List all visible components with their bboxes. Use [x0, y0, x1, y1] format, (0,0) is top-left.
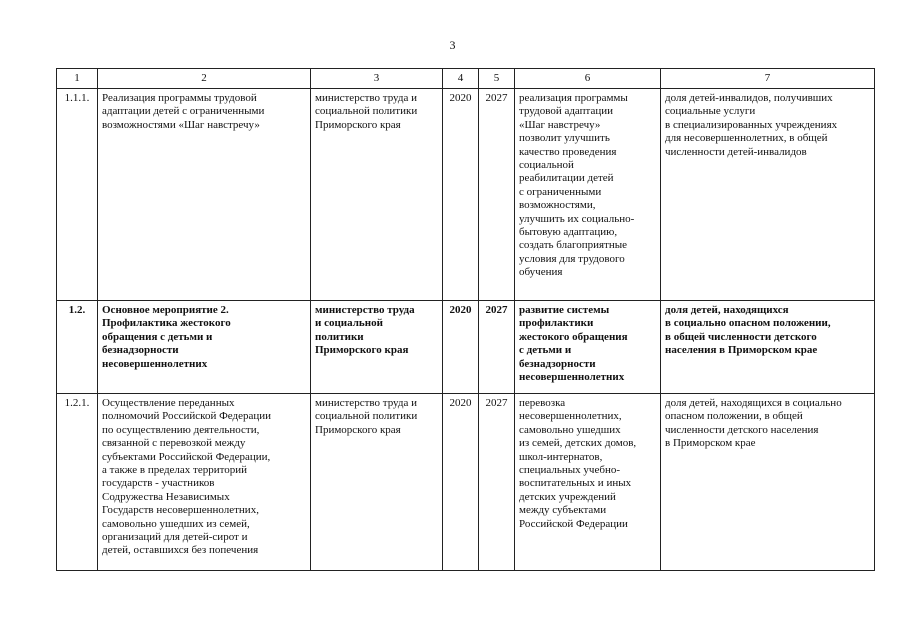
measure-name: Основное мероприятие 2. Профилактика жестокого обращения с детьми и безнадзорности несовершеннолетних — [98, 301, 311, 394]
row-number: 1.2. — [57, 301, 98, 394]
header-col-7: 7 — [661, 69, 875, 89]
row-number: 1.2.1. — [57, 394, 98, 571]
measure-name: Реализация программы трудовой адаптации детей с ограниченными возможностями «Шаг навстречу» — [98, 89, 311, 301]
header-col-2: 2 — [98, 69, 311, 89]
start-year: 2020 — [443, 301, 479, 394]
executor: министерство труда и социальной политики Приморского края — [311, 301, 443, 394]
start-year: 2020 — [443, 89, 479, 301]
header-col-1: 1 — [57, 69, 98, 89]
executor: министерство труда и социальной политики Приморского края — [311, 89, 443, 301]
header-col-4: 4 — [443, 69, 479, 89]
start-year: 2020 — [443, 394, 479, 571]
end-year: 2027 — [479, 89, 515, 301]
header-col-6: 6 — [515, 69, 661, 89]
indicator: доля детей, находящихся в социально опасном положении, в общей численности детского населения в Приморском крае — [661, 394, 875, 571]
measures-table — [56, 68, 875, 571]
expected-result: перевозка несовершеннолетних, самовольно ушедших из семей, детских домов, школ-интернатов, специальных учебно- воспитательных и иных детских учреждений между субъектами Российской Федерации — [515, 394, 661, 571]
table-row — [57, 394, 875, 571]
header-row — [57, 69, 875, 89]
indicator: доля детей-инвалидов, получивших социальные услуги в специализированных учреждениях для несовершеннолетних, в общей численности детей-инвалидов — [661, 89, 875, 301]
indicator: доля детей, находящихся в социально опасном положении, в общей численности детского населения в Приморском крае — [661, 301, 875, 394]
header-col-3: 3 — [311, 69, 443, 89]
page-number: 3 — [449, 38, 456, 52]
end-year: 2027 — [479, 394, 515, 571]
row-number: 1.1.1. — [57, 89, 98, 301]
header-col-5: 5 — [479, 69, 515, 89]
table-row — [57, 301, 875, 394]
measure-name: Осуществление переданных полномочий Российской Федерации по осуществлению деятельности, связанной с перевозкой между субъектами Российской Федерации, а также в пределах территорий государств - участников Содружества Независимых Государств несовершеннолетних, самовольно ушедших из семей, организаций для детей-сирот и детей, оставшихся без попечения — [98, 394, 311, 571]
end-year: 2027 — [479, 301, 515, 394]
executor: министерство труда и социальной политики Приморского края — [311, 394, 443, 571]
expected-result: реализация программы трудовой адаптации «Шаг навстречу» позволит улучшить качество проведения социальной реабилитации детей с ограниченными возможностями, улучшить их социально- бытовую адаптацию, создать благоприятные условия для трудового обучения — [515, 89, 661, 301]
table-row — [57, 89, 875, 301]
expected-result: развитие системы профилактики жестокого обращения с детьми и безнадзорности несовершеннолетних — [515, 301, 661, 394]
